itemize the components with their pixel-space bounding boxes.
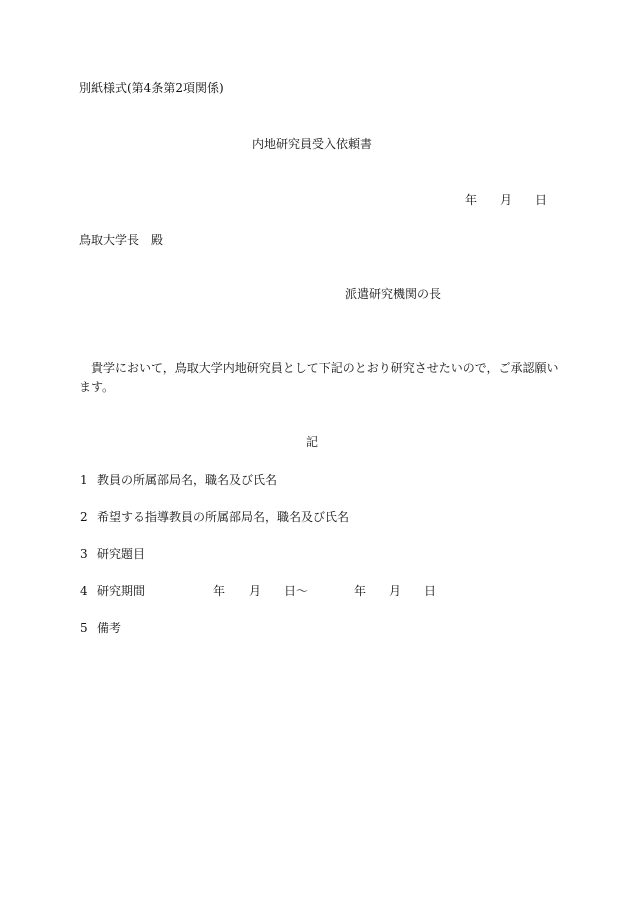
period-from-month: 月	[249, 584, 262, 598]
document-title: 内地研究員受入依頼書	[252, 137, 373, 151]
item-text: 研究題目	[97, 547, 146, 561]
ki-heading: 記	[306, 435, 319, 449]
period-from-day: 日〜	[284, 584, 309, 598]
sender: 派遣研究機関の長	[345, 287, 442, 301]
item-text: 希望する指導教員の所属部局名，職名及び氏名	[97, 510, 350, 524]
item-text: 研究期間	[97, 584, 146, 598]
form-label: 別紙様式(第4条第2項関係)	[79, 81, 224, 95]
body-line-2: ます。	[79, 380, 115, 394]
date-year: 年	[465, 193, 478, 207]
period-from-year: 年	[213, 584, 226, 598]
item-text: 教員の所属部局名，職名及び氏名	[97, 473, 278, 487]
item-number: 4	[80, 584, 88, 598]
item-number: 5	[80, 621, 88, 635]
body-line-1: 貴学において，鳥取大学内地研究員として下記のとおり研究させたいので，ご承認願い	[91, 361, 559, 375]
period-to-month: 月	[389, 584, 402, 598]
date-month: 月	[500, 193, 513, 207]
addressee: 鳥取大学長 殿	[79, 233, 164, 247]
period-to-year: 年	[354, 584, 367, 598]
period-to-day: 日	[424, 584, 437, 598]
item-number: 2	[80, 510, 88, 524]
item-number: 3	[80, 547, 88, 561]
item-number: 1	[80, 473, 88, 487]
date-day: 日	[535, 193, 548, 207]
item-text: 備考	[97, 621, 122, 635]
